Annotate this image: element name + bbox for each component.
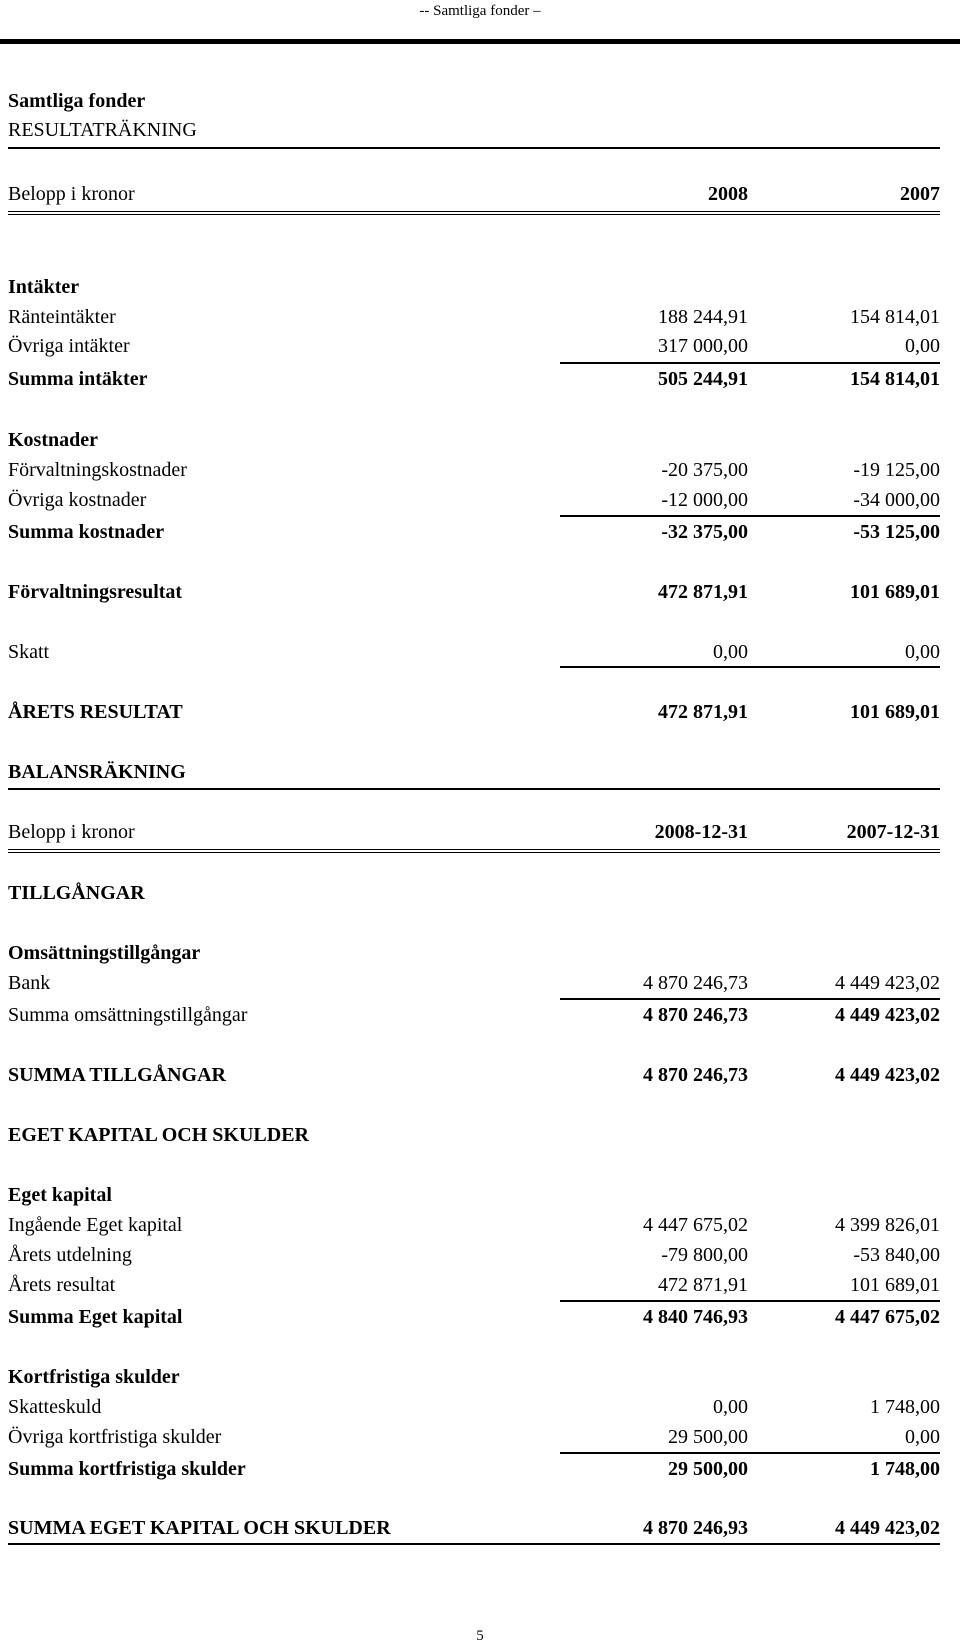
value-2008: 0,00 [713,1396,748,1418]
equity-heading [8,1180,940,1210]
short-term-heading-text: Kortfristiga skulder [8,1366,180,1388]
income-heading [8,272,940,302]
table-row [8,1240,940,1270]
column-header-label: Belopp i kronor [8,821,135,843]
balance-title-rule [8,788,940,790]
table-row [8,1422,940,1452]
income-heading-text: Intäkter [8,276,80,298]
value-2008: 4 870 246,73 [643,1064,748,1086]
equity-total-row [8,1302,940,1332]
subtotal-rule [560,666,940,668]
row-label: ÅRETS RESULTAT [8,701,183,723]
value-2008: 472 871,91 [658,1274,748,1296]
value-2007: 0,00 [905,335,940,357]
column-header-label: Belopp i kronor [8,183,135,205]
row-label: Summa kostnader [8,521,165,543]
row-label: Övriga kortfristiga skulder [8,1426,222,1448]
value-2007: 0,00 [905,641,940,663]
page-header: -- Samtliga fonder – [419,3,541,19]
value-2007: -34 000,00 [853,489,940,511]
current-assets-heading [8,938,940,968]
assets-heading-text: TILLGÅNGAR [8,882,145,904]
row-label: Summa intäkter [8,368,148,390]
value-2008: 4 870 246,73 [643,972,748,994]
income-statement-title [8,115,940,145]
report-title [8,86,940,116]
value-2007: 4 449 423,02 [835,1517,940,1539]
row-label: SUMMA EGET KAPITAL OCH SKULDER [8,1517,391,1539]
value-2007: 101 689,01 [850,1274,940,1296]
value-2008: 505 244,91 [658,368,748,390]
value-2008: -20 375,00 [661,459,748,481]
table-row [8,1210,940,1240]
short-term-total-row [8,1454,940,1484]
costs-total-row [8,517,940,547]
value-2008: 317 000,00 [658,335,748,357]
row-label: Förvaltningskostnader [8,459,187,481]
table-row [8,455,940,485]
value-2008: 4 840 746,93 [643,1306,748,1328]
report-title-text: Samtliga fonder [8,90,146,112]
grand-total-row [8,1513,940,1543]
column-header-double-rule [8,211,940,215]
table-row [8,331,940,361]
value-2008: 4 870 246,93 [643,1517,748,1539]
value-2007: 1 748,00 [870,1458,940,1480]
value-2007: 0,00 [905,1426,940,1448]
column-header-2008: 2008 [708,183,748,205]
table-row [8,1392,940,1422]
value-2007: -53 840,00 [853,1244,940,1266]
value-2007: 4 399 826,01 [835,1214,940,1236]
balance-column-header [8,817,940,847]
assets-heading [8,878,940,908]
management-result-row [8,577,940,607]
balance-header-double-rule [8,849,940,853]
value-2008: -12 000,00 [661,489,748,511]
equity-liabilities-heading-text: EGET KAPITAL OCH SKULDER [8,1124,309,1146]
value-2007: 154 814,01 [850,306,940,328]
value-2007: 101 689,01 [850,581,940,603]
column-header-2007-12-31: 2007-12-31 [846,821,940,843]
year-result-row [8,697,940,727]
column-header-2008-12-31: 2008-12-31 [654,821,748,843]
value-2008: 0,00 [713,641,748,663]
value-2007: 4 449 423,02 [835,972,940,994]
income-total-row [8,364,940,394]
column-header-2007: 2007 [900,183,940,205]
current-assets-total-row [8,1000,940,1030]
value-2008: 4 447 675,02 [643,1214,748,1236]
tax-row [8,637,940,667]
bank-row [8,968,940,998]
row-label: Skatt [8,641,50,663]
value-2007: 4 449 423,02 [835,1004,940,1026]
value-2007: 4 447 675,02 [835,1306,940,1328]
costs-heading-text: Kostnader [8,429,98,451]
value-2007: 101 689,01 [850,701,940,723]
value-2007: -53 125,00 [853,521,940,543]
title-rule [8,147,940,149]
column-header [8,179,940,209]
row-label: Ingående Eget kapital [8,1214,183,1236]
value-2008: -79 800,00 [661,1244,748,1266]
table-row [8,302,940,332]
value-2008: 4 870 246,73 [643,1004,748,1026]
page-number: 5 [476,1628,484,1644]
row-label: Ränteintäkter [8,306,116,328]
row-label: Summa omsättningstillgångar [8,1004,248,1026]
value-2008: 29 500,00 [668,1426,748,1448]
balance-sheet-title-text: BALANSRÄKNING [8,761,186,783]
row-label: Årets resultat [8,1274,116,1296]
row-label: Summa Eget kapital [8,1306,183,1328]
short-term-heading [8,1362,940,1392]
equity-liabilities-heading [8,1120,940,1150]
value-2007: 1 748,00 [870,1396,940,1418]
value-2008: 472 871,91 [658,581,748,603]
costs-heading [8,425,940,455]
table-row [8,1270,940,1300]
row-label: Förvaltningsresultat [8,581,183,603]
row-label: Övriga kostnader [8,489,147,511]
assets-total-row [8,1060,940,1090]
row-label: Årets utdelning [8,1244,132,1266]
row-label: Övriga intäkter [8,335,130,357]
value-2007: 4 449 423,02 [835,1064,940,1086]
balance-sheet-title [8,757,940,787]
row-label: Bank [8,972,51,994]
value-2008: 29 500,00 [668,1458,748,1480]
row-label: Summa kortfristiga skulder [8,1458,246,1480]
current-assets-heading-text: Omsättningstillgångar [8,942,201,964]
value-2007: 154 814,01 [850,368,940,390]
equity-heading-text: Eget kapital [8,1184,112,1206]
row-label: SUMMA TILLGÅNGAR [8,1064,226,1086]
value-2008: 188 244,91 [658,306,748,328]
value-2008: 472 871,91 [658,701,748,723]
grand-total-rule [8,1543,940,1545]
value-2007: -19 125,00 [853,459,940,481]
row-label: Skatteskuld [8,1396,102,1418]
header-rule [0,39,960,44]
income-statement-title-text: RESULTATRÄKNING [8,119,197,141]
table-row [8,485,940,515]
value-2008: -32 375,00 [661,521,748,543]
